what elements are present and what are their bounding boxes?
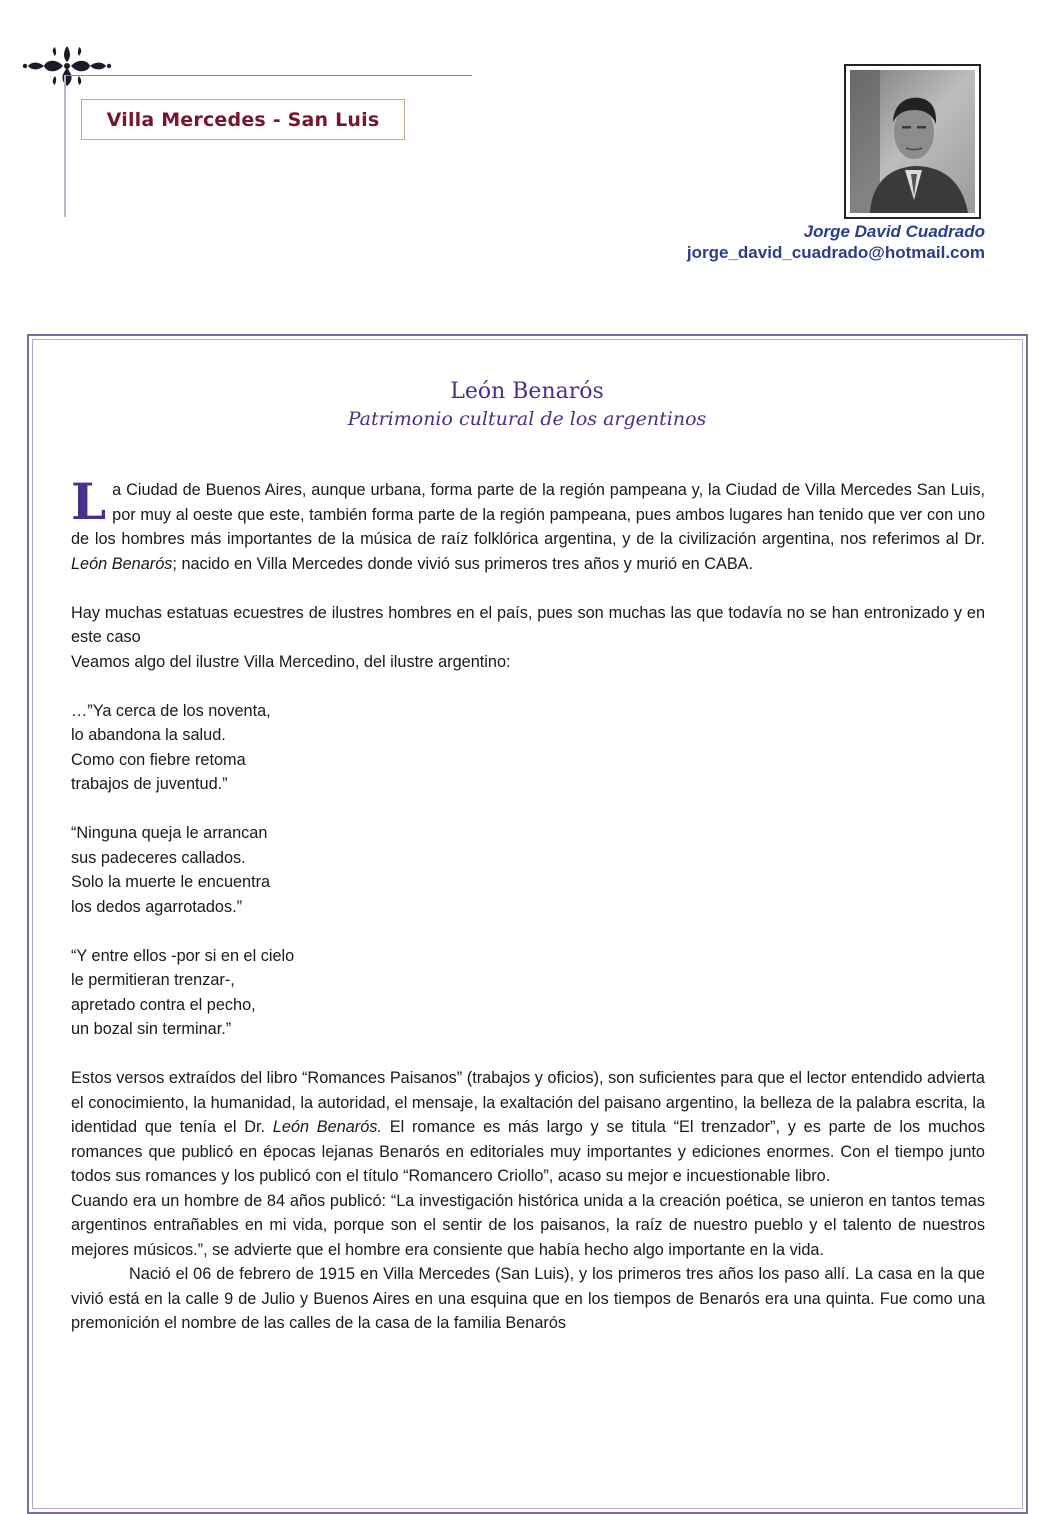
paragraph-1-text-b: ; nacido en Villa Mercedes donde vivió sus primeros tres años y murió en CABA. [172,554,754,573]
stanza-2-line: los dedos agarrotados.” [71,897,243,916]
article-title: León Benarós [450,379,604,404]
stanza-3-line: apretado contra el pecho, [71,995,256,1014]
paragraph-1 [71,472,985,576]
header-side-rule [64,75,66,217]
header-rule [64,75,472,76]
stanza-3-line: “Y entre ellos -por si en el cielo [71,946,295,965]
stanza-3-line: un bozal sin terminar.” [71,1020,232,1038]
author-email: jorge_david_cuadrado@hotmail.com [686,243,985,262]
paragraph-1-emphasis: León Benarós [71,554,173,573]
author-name: Jorge David Cuadrado [803,222,985,241]
stanza-2-line: “Ninguna queja le arrancan [71,824,268,842]
paragraph-4-text-a: Estos versos extraídos del libro “Romances Paisanos” (trabajos y oficios), son suficientes para que el lector entendido advierta el conocimiento, la humanidad, la autoridad, el mensaje, la exaltación del paisano argentino, la belleza de la palabra escrita, la identidad que tenía el Dr. [71,1069,985,1136]
article-body [71,472,985,1336]
author-photo [844,64,981,219]
fleur-ornament-icon [22,44,112,88]
paragraph-3: Veamos algo del ilustre Villa Mercedino, del ilustre argentino: [71,652,511,671]
stanza-1-line: Como con fiebre retoma [71,750,246,769]
paragraph-1-text-a: a Ciudad de Buenos Aires, aunque urbana, forma parte de la región pampeana y, la Ciudad de Villa Mercedes San Luis, por muy al oeste que este, también forma parte de la región pampeana, pues ambos lugares han tenido que ver con uno de los hombres más importantes de la música de raíz folklórica argentina, y de la civilización argentina, nos referimos al Dr. [71,481,985,548]
stanza-1-line: lo abandona la salud. [71,726,226,744]
article-subtitle: Patrimonio cultural de los argentinos [347,408,707,430]
paragraph-2: Hay muchas estatuas ecuestres de ilustres hombres en el país, pues son muchas las que todavía no se han entronizado y en este caso [71,603,985,646]
stanza-2-line: Solo la muerte le encuentra [71,873,271,891]
drop-cap: L [71,472,107,531]
paragraph-6: Nació el 06 de febrero de 1915 en Villa Mercedes (San Luis), y los primeros tres años los paso allí. La casa en la que vivió está en la calle 9 de Julio y Buenos Aires en una esquina que en los tiempos de Benarós era una quinta. Fue como una premonición el nombre de las calles de la casa de la familia Benarós [71,1265,985,1332]
stanza-1-line: trabajos de juventud.” [71,775,228,793]
paragraph-4-emphasis: León Benarós. [272,1118,382,1136]
stanza-1-line: …”Ya cerca de los noventa, [71,701,271,720]
stanza-3-line: le permitieran trenzar-, [71,971,235,989]
location-label: Villa Mercedes - San Luis [81,99,405,140]
stanza-2-line: sus padeceres callados. [71,848,246,867]
paragraph-4-text-b: El romance es más largo y se titula “El trenzador”, y es parte de los muchos romances que publicó en épocas lejanas Benarós en editoriales muy importantes y ediciones enormes. Con el tiempo junto todos sus romances y los publicó con el título “Romancero Criollo”, acaso su mejor e incuestionable libro. [71,1118,985,1185]
paragraph-5: Cuando era un hombre de 84 años publicó: “La investigación histórica unida a la creación poética, se unieron en tantos temas argentinos entrañables en mi vida, porque son el sentir de los paisanos, la raíz de nuestro pueblo y el talento de nuestros mejores músicos.”, se advierte que el hombre era consiente que había hecho algo importante en la vida. [71,1191,985,1259]
paragraph-4 [71,1066,985,1189]
